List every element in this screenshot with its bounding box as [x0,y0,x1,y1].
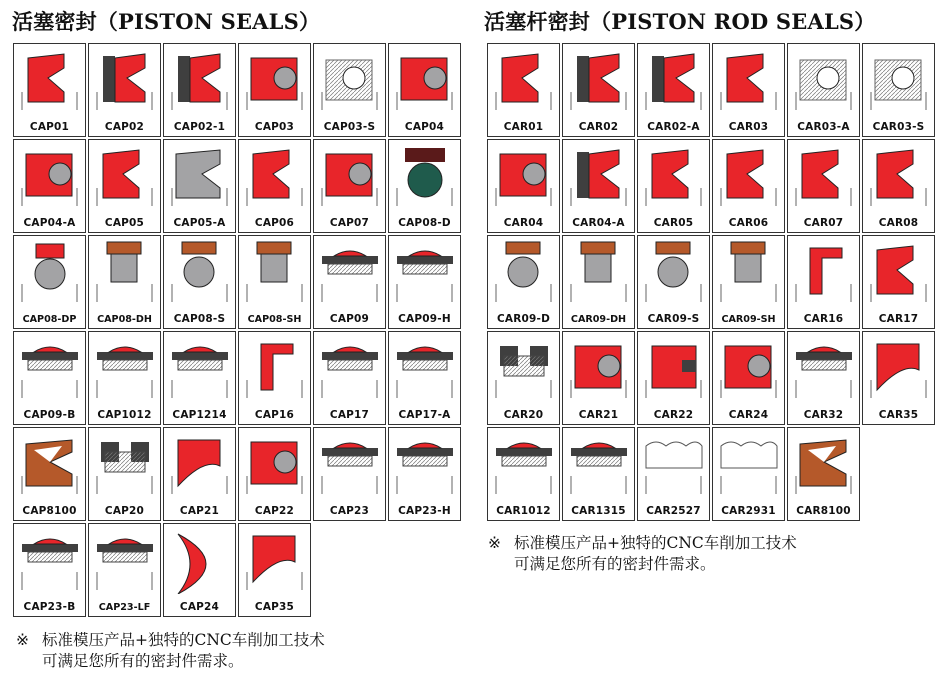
seal-code-label: CAP1012 [97,409,152,421]
seal-cross-section-image [314,44,385,114]
seal-code-label: CAR01 [503,121,544,133]
seal-code-label: CAP08-S [173,313,226,325]
seal-card-cap22 [238,427,311,521]
seal-cross-section-image [164,428,235,498]
seal-cross-section-image [488,140,559,210]
seal-card-car16 [787,235,860,329]
seal-cross-section-image [14,140,85,210]
seal-card-car05 [637,139,710,233]
seal-code-label: CAP03-S [323,121,376,133]
seal-cross-section-image [389,140,460,210]
seal-cross-section-image [638,140,709,210]
seal-code-label: CAP05 [104,217,145,229]
seal-cross-section-image [638,236,709,306]
seal-card-cap08-s [163,235,236,329]
seal-card-car02-a [637,43,710,137]
seal-card-cap03 [238,43,311,137]
seal-code-label: CAP03 [254,121,295,133]
seal-code-label: CAR04 [503,217,544,229]
seal-card-cap23-b [13,523,86,617]
note-line-1: 标准模压产品+独特的CNC车削加工技术 [42,631,325,649]
seal-cross-section-image [314,236,385,306]
seal-card-cap8100 [13,427,86,521]
seal-code-label: CAR05 [653,217,694,229]
seal-card-cap05 [88,139,161,233]
seal-cross-section-image [563,44,634,114]
seal-code-label: CAP21 [179,505,220,517]
seal-cross-section-image [389,332,460,402]
seal-code-label: CAP22 [254,505,295,517]
seal-card-car04-a [562,139,635,233]
seal-cross-section-image [164,140,235,210]
seal-card-cap08-d [388,139,461,233]
seal-card-cap16 [238,331,311,425]
seal-card-cap17 [313,331,386,425]
seal-card-cap35 [238,523,311,617]
seal-code-label: CAR09-D [496,313,550,325]
seal-card-car2931 [712,427,785,521]
seal-card-car17 [862,235,935,329]
seal-cross-section-image [239,236,310,306]
piston-rod-seals-title: 活塞杆密封（PISTON ROD SEALS） [484,9,876,34]
seal-card-car22 [637,331,710,425]
seal-cross-section-image [788,332,859,402]
seal-cross-section-image [14,332,85,402]
seal-card-cap08-dh [88,235,161,329]
seal-cross-section-image [314,332,385,402]
seal-cross-section-image [788,428,859,498]
seal-cross-section-image [14,428,85,498]
seal-code-label: CAR2527 [646,505,701,517]
seal-code-label: CAP02 [104,121,145,133]
seal-card-cap06 [238,139,311,233]
seal-cross-section-image [389,428,460,498]
seal-code-label: CAP05-A [173,217,226,229]
seal-card-car20 [487,331,560,425]
seal-card-car04 [487,139,560,233]
seal-cross-section-image [563,140,634,210]
seal-cross-section-image [563,332,634,402]
seal-cross-section-image [713,236,784,306]
seal-cross-section-image [863,140,934,210]
seal-cross-section-image [863,44,934,114]
seal-card-car06 [712,139,785,233]
seal-card-car09-dh [562,235,635,329]
seal-cross-section-image [89,140,160,210]
seal-card-car1315 [562,427,635,521]
seal-cross-section-image [713,428,784,498]
seal-cross-section-image [713,332,784,402]
seal-cross-section-image [239,524,310,594]
seal-code-label: CAR16 [803,313,844,325]
seal-code-label: CAP07 [329,217,370,229]
seal-cross-section-image [164,332,235,402]
seal-card-car03 [712,43,785,137]
seal-code-label: CAP09-H [398,313,451,325]
note-line-2: 可满足您所有的密封件需求。 [42,652,244,670]
seal-card-cap09 [313,235,386,329]
seal-cross-section-image [563,428,634,498]
seal-card-car2527 [637,427,710,521]
seal-code-label: CAP17 [329,409,370,421]
seal-cross-section-image [488,44,559,114]
seal-card-cap04 [388,43,461,137]
seal-code-label: CAR03 [728,121,769,133]
seal-card-car03-a [787,43,860,137]
seal-cross-section-image [239,332,310,402]
seal-card-car03-s [862,43,935,137]
seal-cross-section-image [788,44,859,114]
seal-card-cap01 [13,43,86,137]
seal-code-label: CAP23 [329,505,370,517]
seal-card-car08 [862,139,935,233]
seal-card-car24 [712,331,785,425]
seal-card-car09-s [637,235,710,329]
seal-card-cap02 [88,43,161,137]
seal-cross-section-image [89,524,160,594]
seal-card-cap02-1 [163,43,236,137]
seal-cross-section-image [713,44,784,114]
seal-cross-section-image [164,524,235,594]
seal-card-car07 [787,139,860,233]
piston-seals-note [16,630,325,672]
note-mark: ※ [16,631,29,649]
seal-code-label: CAR1012 [496,505,551,517]
seal-card-car09-sh [712,235,785,329]
seal-code-label: CAP04 [404,121,445,133]
seal-card-car21 [562,331,635,425]
seal-code-label: CAP17-A [398,409,451,421]
seal-card-cap08-dp [13,235,86,329]
seal-code-label: CAP1214 [172,409,227,421]
seal-code-label: CAP09 [329,313,370,325]
seal-card-cap24 [163,523,236,617]
seal-card-car09-d [487,235,560,329]
seal-code-label: CAR1315 [571,505,626,517]
seal-cross-section-image [239,44,310,114]
seal-card-cap05-a [163,139,236,233]
seal-card-cap1214 [163,331,236,425]
seal-cross-section-image [488,236,559,306]
seal-code-label: CAP24 [179,601,220,613]
seal-cross-section-image [638,428,709,498]
seal-code-label: CAR03-S [872,121,925,133]
seal-card-cap09-b [13,331,86,425]
seal-code-label: CAP16 [254,409,295,421]
seal-code-label: CAP23-H [398,505,451,517]
seal-card-cap21 [163,427,236,521]
seal-cross-section-image [14,236,85,306]
seal-card-car32 [787,331,860,425]
seal-card-cap20 [88,427,161,521]
seal-cross-section-image [788,140,859,210]
seal-card-car8100 [787,427,860,521]
seal-card-cap07 [313,139,386,233]
seal-code-label: CAR22 [653,409,694,421]
seal-cross-section-image [164,44,235,114]
seal-cross-section-image [89,428,160,498]
seal-code-label: CAR35 [878,409,919,421]
seal-code-label: CAR17 [878,313,919,325]
seal-code-label: CAR02 [578,121,619,133]
seal-card-cap08-sh [238,235,311,329]
seal-code-label: CAR04-A [572,217,625,229]
seal-code-label: CAR07 [803,217,844,229]
seal-code-label: CAR02-A [647,121,700,133]
seal-code-label: CAP8100 [22,505,77,517]
seal-cross-section-image [389,44,460,114]
seal-cross-section-image [389,236,460,306]
seal-code-label: CAR2931 [721,505,776,517]
seal-code-label: CAR21 [578,409,619,421]
seal-card-cap09-h [388,235,461,329]
seal-cross-section-image [314,140,385,210]
seal-code-label: CAP20 [104,505,145,517]
seal-code-label: CAP23-B [23,601,76,613]
seal-cross-section-image [863,236,934,306]
note-line-2: 可满足您所有的密封件需求。 [514,555,716,573]
seal-cross-section-image [488,332,559,402]
seal-code-label: CAP08-DP [22,314,77,325]
seal-card-cap23-h [388,427,461,521]
piston-rod-seals-note [488,533,797,575]
seal-card-cap04-a [13,139,86,233]
seal-code-label: CAR03-A [797,121,850,133]
seal-code-label: CAP09-B [23,409,76,421]
seal-code-label: CAP02-1 [173,121,226,133]
seal-cross-section-image [713,140,784,210]
seal-card-car02 [562,43,635,137]
seal-code-label: CAP35 [254,601,295,613]
seal-card-car01 [487,43,560,137]
seal-code-label: CAR32 [803,409,844,421]
seal-code-label: CAR24 [728,409,769,421]
seal-cross-section-image [239,140,310,210]
seal-code-label: CAP08-D [398,217,451,229]
seal-cross-section-image [89,236,160,306]
seal-code-label: CAP23-LF [98,602,151,613]
seal-code-label: CAP08-DH [97,314,152,325]
seal-card-cap23-lf [88,523,161,617]
seal-code-label: CAR20 [503,409,544,421]
seal-cross-section-image [314,428,385,498]
seal-code-label: CAP04-A [23,217,76,229]
seal-cross-section-image [788,236,859,306]
seal-cross-section-image [89,44,160,114]
seal-code-label: CAR09-S [647,313,700,325]
seal-cross-section-image [638,332,709,402]
piston-seals-title: 活塞密封（PISTON SEALS） [12,9,321,34]
seal-card-cap03-s [313,43,386,137]
note-mark: ※ [488,534,501,552]
seal-code-label: CAR8100 [796,505,851,517]
seal-card-cap1012 [88,331,161,425]
seal-cross-section-image [638,44,709,114]
seal-code-label: CAP06 [254,217,295,229]
note-line-1: 标准模压产品+独特的CNC车削加工技术 [514,534,797,552]
seal-code-label: CAR06 [728,217,769,229]
seal-cross-section-image [563,236,634,306]
seal-code-label: CAR09-SH [721,314,776,325]
seal-cross-section-image [488,428,559,498]
seal-code-label: CAR09-DH [570,314,627,325]
seal-card-car35 [862,331,935,425]
seal-cross-section-image [14,524,85,594]
seal-cross-section-image [14,44,85,114]
seal-cross-section-image [239,428,310,498]
seal-card-cap23 [313,427,386,521]
seal-cross-section-image [863,332,934,402]
seal-code-label: CAP01 [29,121,70,133]
seal-cross-section-image [89,332,160,402]
seal-code-label: CAR08 [878,217,919,229]
seal-code-label: CAP08-SH [247,314,302,325]
seal-cross-section-image [164,236,235,306]
seal-card-cap17-a [388,331,461,425]
seal-card-car1012 [487,427,560,521]
